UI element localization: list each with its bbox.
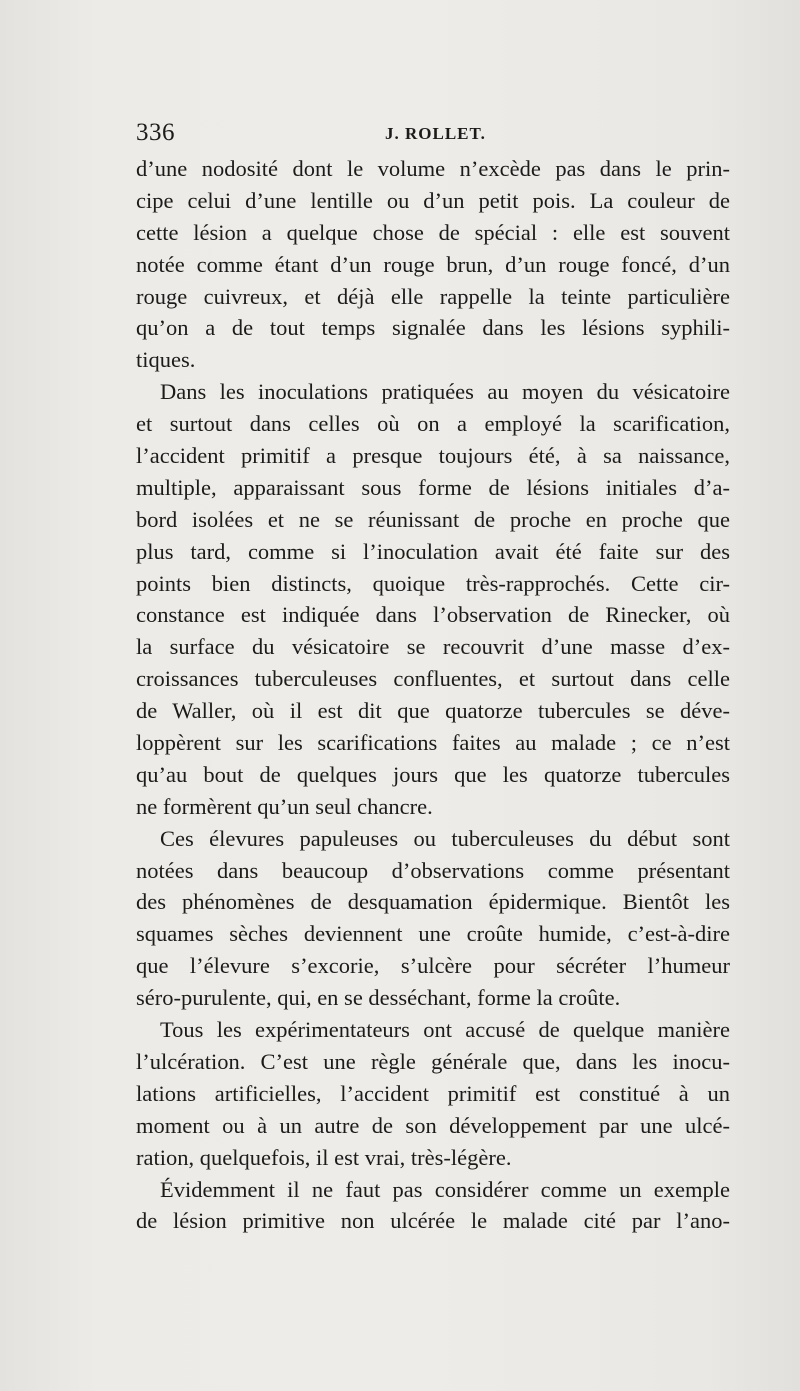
text-line: ne formèrent qu’un seul chancre. bbox=[136, 793, 433, 819]
text-line: des phénomènes de desquamation épidermique. Bientôt les bbox=[136, 889, 730, 915]
text-line: la surface du vésicatoire se recouvrit d’une masse d’ex- bbox=[136, 634, 730, 660]
text-line: moment ou à un autre de son développement par une ulcé- bbox=[136, 1112, 730, 1138]
page-header bbox=[136, 118, 730, 148]
text-line: ration, quelquefois, il est vrai, très-légère. bbox=[136, 1144, 512, 1170]
text-line: d’une nodosité dont le volume n’excède pas dans le prin- bbox=[136, 156, 730, 181]
text-line: croissances tuberculeuses confluentes, et surtout dans celle bbox=[136, 666, 730, 692]
paragraph-start-line: Évidemment il ne faut pas considérer comme un exemple bbox=[160, 1176, 730, 1202]
text-line: l’accident primitif a presque toujours été, à sa naissance, bbox=[136, 443, 730, 469]
text-line: cette lésion a quelque chose de spécial : elle est souvent bbox=[136, 219, 730, 245]
paragraph-start-line: Ces élevures papuleuses ou tuberculeuses du début sont bbox=[160, 825, 730, 851]
text-line: points bien distincts, quoique très-rapprochés. Cette cir- bbox=[136, 570, 730, 596]
body-text bbox=[136, 153, 730, 1237]
page-number: 336 bbox=[136, 119, 175, 146]
text-line: qu’on a de tout temps signalée dans les lésions syphili- bbox=[136, 315, 730, 341]
text-line: qu’au bout de quelques jours que les quatorze tubercules bbox=[136, 761, 730, 787]
text-line: rouge cuivreux, et déjà elle rappelle la teinte particulière bbox=[136, 283, 730, 309]
text-line: notée comme étant d’un rouge brun, d’un rouge foncé, d’un bbox=[136, 251, 730, 277]
paragraph-start-line: Tous les expérimentateurs ont accusé de quelque manière bbox=[160, 1017, 730, 1043]
text-line: de lésion primitive non ulcérée le malade cité par l’ano- bbox=[136, 1208, 730, 1234]
text-line: plus tard, comme si l’inoculation avait été faite sur des bbox=[136, 538, 730, 564]
text-line: multiple, apparaissant sous forme de lésions initiales d’a- bbox=[136, 474, 730, 500]
text-line: constance est indiquée dans l’observation de Rinecker, où bbox=[136, 602, 730, 628]
text-line: notées dans beaucoup d’observations comme présentant bbox=[136, 857, 730, 883]
text-line: et surtout dans celles où on a employé la scarification, bbox=[136, 411, 730, 437]
text-line: bord isolées et ne se réunissant de proche en proche que bbox=[136, 506, 730, 532]
text-line: tiques. bbox=[136, 347, 196, 373]
text-line: l’ulcération. C’est une règle générale que, dans les inocu- bbox=[136, 1048, 730, 1074]
text-line: cipe celui d’une lentille ou d’un petit pois. La couleur de bbox=[136, 187, 730, 213]
paragraph-start-line: Dans les inoculations pratiquées au moyen du vésicatoire bbox=[160, 379, 730, 405]
text-line: loppèrent sur les scarifications faites au malade ; ce n’est bbox=[136, 730, 730, 756]
text-line: de Waller, où il est dit que quatorze tubercules se déve- bbox=[136, 698, 730, 724]
text-line: lations artificielles, l’accident primitif est constitué à un bbox=[136, 1080, 730, 1106]
text-line: que l’élevure s’excorie, s’ulcère pour sécréter l’humeur bbox=[136, 953, 730, 979]
text-line: squames sèches deviennent une croûte humide, c’est-à-dire bbox=[136, 921, 730, 947]
running-head: J. ROLLET. bbox=[385, 124, 486, 143]
text-line: séro-purulente, qui, en se desséchant, forme la croûte. bbox=[136, 985, 621, 1011]
